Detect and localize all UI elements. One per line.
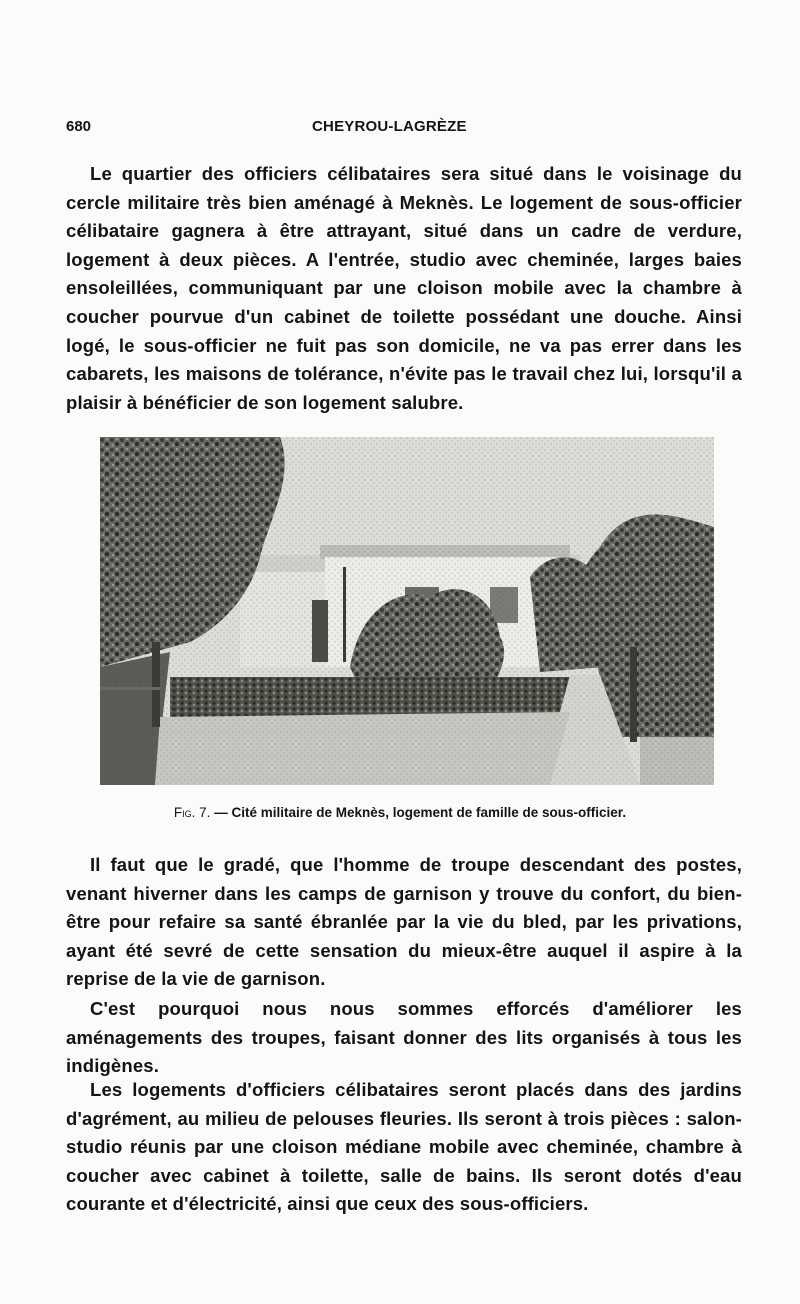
page-header	[0, 118, 800, 140]
figure-caption	[0, 805, 800, 820]
figure-caption-text: Cité militaire de Meknès, logement de famille de sous-officier.	[231, 805, 627, 820]
running-title: CHEYROU-LAGRÈZE	[312, 118, 467, 135]
paragraph-garrison-comfort: Il faut que le gradé, que l'homme de troupe descendant des postes, venant hiverner dans les camps de garnison y trouve du confort, du bien-être pour refaire sa santé ébranlée par la vie du bled, par les privations, ayant été sevré de cette sensation du mieux-être auquel il aspire à la reprise de la vie de garnison.	[66, 854, 742, 990]
figure-photo-house-meknes	[100, 437, 714, 785]
page-number: 680	[66, 118, 92, 135]
figure-dash: —	[214, 805, 228, 820]
paragraph-troop-improvements: C'est pourquoi nous nous sommes efforcés d'améliorer les aménagements des troupes, faisant donner des lits organisés à tous les indigènes.	[66, 998, 742, 1077]
figure-label: Fig. 7.	[173, 805, 211, 820]
paragraph-officer-gardens: Les logements d'officiers célibataires seront placés dans des jardins d'agrément, au milieu de pelouses fleuries. Ils seront à trois pièces : salon-studio réunis par une cloison médiane mobile avec cheminée, chambre à coucher avec cabinet à toilette, salle de bains. Ils seront dotés d'eau courante et d'électricité, ainsi que ceux des sous-officiers.	[66, 1079, 742, 1215]
paragraph-officer-housing: Le quartier des officiers célibataires sera situé dans le voisinage du cercle militaire très bien aménagé à Meknès. Le logement de sous-officier célibataire gagnera à être attrayant, situé dans un cadre de verdure, logement à deux pièces. A l'entrée, studio avec cheminée, larges baies ensoleillées, communiquant par une cloison mobile avec la chambre à coucher pourvue d'un cabinet de toilette possédant une douche. Ainsi logé, le sous-officier ne fuit pas son domicile, ne va pas errer dans les cabarets, les maisons de tolérance, n'évite pas le travail chez lui, lorsqu'il a plaisir à bénéficier de son logement salubre.	[66, 163, 742, 413]
